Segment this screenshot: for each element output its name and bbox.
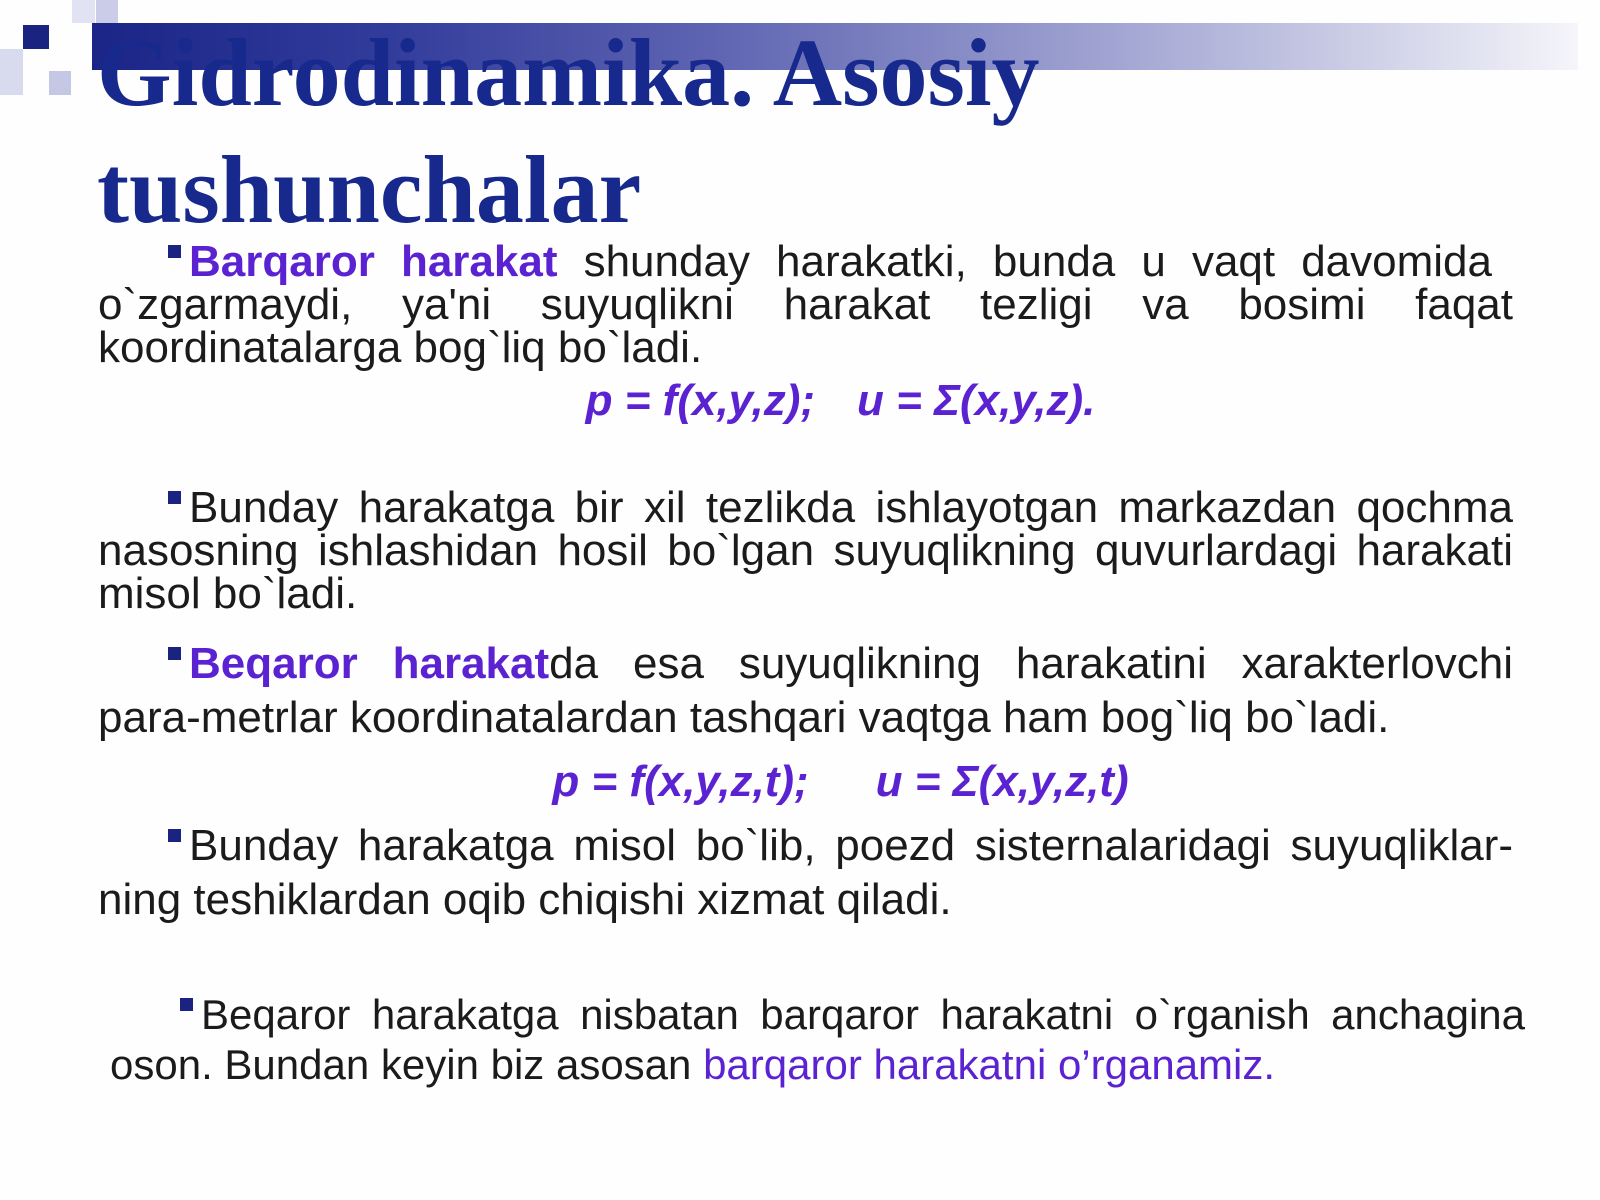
formula-velocity: u = Σ(x,y,z,t): [875, 757, 1129, 806]
paragraph-steady-flow: [98, 237, 1513, 372]
bullet-square-icon: [168, 245, 181, 258]
paragraph-line: [98, 483, 1513, 532]
line-text: Bunday harakatga bir xil tezlikda ishlayotgan markazdan qochma: [189, 483, 1513, 532]
term-highlight: Beqaror harakat: [189, 639, 550, 688]
bullet-square-icon: [168, 829, 181, 842]
formula-velocity: u = Σ(x,y,z).: [857, 376, 1096, 425]
bullet-square-icon: [168, 647, 181, 660]
formula-pressure: p = f(x,y,z);: [585, 376, 816, 425]
decor-square: [49, 71, 71, 95]
paragraph-line: [110, 990, 1525, 1040]
paragraph-unsteady-flow: [98, 637, 1513, 745]
paragraph-line: nasosning ishlashidan hosil bo`lgan suyuqlikning quvurlardagi harakati: [98, 526, 1513, 575]
paragraph-unsteady-example: [98, 819, 1513, 927]
paragraph-line: misol bo`ladi.: [98, 569, 358, 618]
slide-title: Gidrodinamika. Asosiy tushunchalar: [97, 19, 1040, 243]
paragraph-steady-example: [98, 483, 1513, 618]
line-text: shunday harakatki, bunda u vaqt davomida: [557, 237, 1492, 286]
paragraph-line: [110, 1040, 1525, 1090]
bullet-square-icon: [168, 491, 181, 504]
text-highlight: barqaror harakatni o’rganamiz.: [703, 1041, 1276, 1088]
line-text: da esa suyuqlikning harakatini xarakterlovchi: [549, 639, 1513, 688]
line-text: Beqaror harakatga nisbatan barqaror harakatni o`rganish anchagina: [201, 991, 1525, 1038]
term-highlight: Barqaror harakat: [189, 237, 558, 286]
paragraph-line: [98, 637, 1513, 691]
formula-pressure: p = f(x,y,z,t);: [552, 757, 809, 806]
bullet-square-icon: [180, 998, 193, 1011]
paragraph-line: o`zgarmaydi, ya'ni suyuqlikni harakat tezligi va bosimi faqat: [98, 280, 1513, 329]
decor-square: [72, 0, 95, 23]
formula-steady: [168, 376, 1513, 426]
line-text: Bunday harakatga misol bo`lib, poezd sisternalaridagi suyuqliklar-: [189, 821, 1513, 870]
paragraph-conclusion: [110, 990, 1525, 1090]
paragraph-line: para-metrlar koordinatalardan tashqari vaqtga ham bog`liq bo`ladi.: [98, 693, 1390, 742]
paragraph-line: [98, 237, 1513, 286]
line-text: oson. Bundan keyin biz asosan: [110, 1041, 704, 1088]
paragraph-line: koordinatalarga bog`liq bo`ladi.: [98, 323, 703, 372]
paragraph-line: [98, 819, 1513, 873]
decor-square: [0, 49, 23, 95]
paragraph-line: ning teshiklardan oqib chiqishi xizmat qiladi.: [98, 875, 952, 924]
decor-square-dark: [23, 25, 49, 49]
formula-unsteady: [168, 757, 1513, 807]
